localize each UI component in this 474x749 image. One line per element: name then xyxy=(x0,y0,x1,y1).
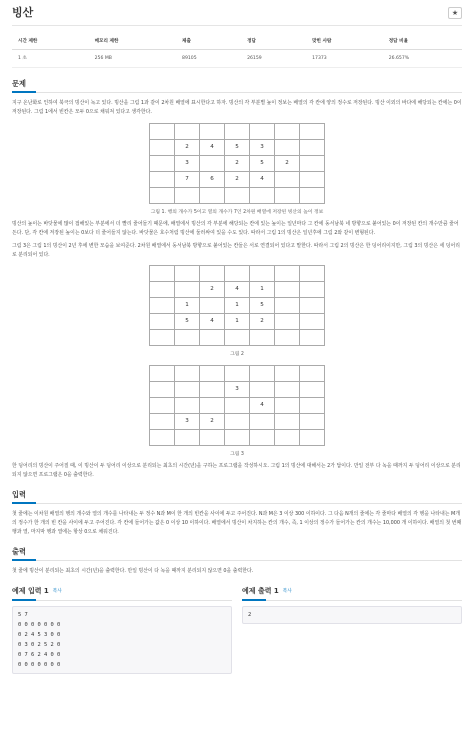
figure-1-caption: 그림 1. 행의 개수가 5이고 열의 개수가 7인 2차원 배열에 저장된 빙산의 높이 정보 xyxy=(150,209,324,215)
input-heading: 입력 xyxy=(12,489,462,503)
problem-heading: 문제 xyxy=(12,78,462,92)
info-value-cell: 26159 xyxy=(241,50,306,68)
grid-cell xyxy=(250,330,275,346)
grid-cell xyxy=(150,298,175,314)
grid-cell xyxy=(175,330,200,346)
figure-2 xyxy=(12,265,462,358)
grid-cell xyxy=(175,187,200,203)
grid-cell xyxy=(150,139,175,155)
grid-cell xyxy=(225,187,250,203)
grid-cell xyxy=(300,282,325,298)
sample-output-panel xyxy=(242,586,462,674)
grid-cell xyxy=(275,429,300,445)
grid-cell xyxy=(250,123,275,139)
grid-cell xyxy=(300,139,325,155)
grid-cell: 2 xyxy=(200,282,225,298)
grid-cell xyxy=(300,123,325,139)
grid-cell xyxy=(225,429,250,445)
grid-cell xyxy=(150,282,175,298)
grid-row xyxy=(150,187,325,203)
grid-cell: 3 xyxy=(175,413,200,429)
figure-1 xyxy=(12,123,462,216)
grid-cell xyxy=(225,266,250,282)
info-header-cell: 제출 xyxy=(176,34,241,50)
grid-cell xyxy=(275,365,300,381)
star-button[interactable]: ★ xyxy=(448,7,462,19)
grid-cell xyxy=(300,187,325,203)
info-value-cell: 89105 xyxy=(176,50,241,68)
info-header-cell: 시간 제한 xyxy=(12,34,89,50)
iceberg-grid-2 xyxy=(149,265,325,346)
grid-cell: 2 xyxy=(175,139,200,155)
info-header-cell: 정답 xyxy=(241,34,306,50)
grid-cell xyxy=(250,413,275,429)
grid-cell xyxy=(200,397,225,413)
output-heading: 출력 xyxy=(12,546,462,560)
grid-cell xyxy=(150,187,175,203)
info-header-cell: 메모리 제한 xyxy=(89,34,176,50)
samples-row xyxy=(12,586,462,674)
grid-cell xyxy=(150,365,175,381)
info-value-cell: 26.657% xyxy=(383,50,462,68)
grid-row xyxy=(150,298,325,314)
grid-cell xyxy=(275,381,300,397)
grid-row xyxy=(150,381,325,397)
grid-cell xyxy=(275,139,300,155)
grid-cell xyxy=(150,397,175,413)
grid-cell xyxy=(300,397,325,413)
copy-output-button[interactable]: 복사 xyxy=(282,588,292,594)
grid-cell xyxy=(275,187,300,203)
grid-cell xyxy=(225,123,250,139)
grid-cell xyxy=(300,155,325,171)
grid-cell: 2 xyxy=(275,155,300,171)
grid-cell xyxy=(200,266,225,282)
sample-input-title: 예제 입력 1 xyxy=(12,586,49,595)
sample-input-box[interactable]: 5 7 0 0 0 0 0 0 0 0 2 4 5 3 0 0 0 3 0 2 5 2 0 0 7 6 2 4 0 0 0 0 0 0 0 0 0 xyxy=(12,606,232,674)
grid-cell: 2 xyxy=(200,413,225,429)
grid-cell xyxy=(200,381,225,397)
grid-row xyxy=(150,155,325,171)
problem-paragraph-1: 지구 온난화로 인하여 북극의 빙산이 녹고 있다. 빙산을 그림 1과 같이 2차원 배열에 표시한다고 하자. 빙산의 각 부분별 높이 정보는 배열의 각 칸에 양의 정수로 저장된다. 빙산 이외의 바다에 해당되는 칸에는 0이 저장된다. 그림 1에서 빈칸은 모두 0으로 채워져 있다고 생각한다. xyxy=(12,100,462,115)
problem-paragraph-3: 그림 3은 그림 1의 빙산이 2년 후에 변한 모습을 보여준다. 2차원 배열에서 동서남북 방향으로 붙어있는 칸들은 서로 연결되어 있다고 말한다. 따라서 그림 2의 빙산은 한 덩어리이지만, 그림 3의 빙산은 세 덩어리로 분리되어 있다. xyxy=(12,243,460,258)
grid-cell xyxy=(300,330,325,346)
grid-row xyxy=(150,397,325,413)
grid-row xyxy=(150,171,325,187)
grid-cell xyxy=(275,282,300,298)
figure-2-caption: 그림 2 xyxy=(230,352,244,358)
grid-row xyxy=(150,314,325,330)
grid-cell xyxy=(150,123,175,139)
grid-row xyxy=(150,266,325,282)
grid-cell xyxy=(250,266,275,282)
grid-row xyxy=(150,139,325,155)
grid-cell xyxy=(275,266,300,282)
grid-cell xyxy=(200,123,225,139)
sample-input-panel xyxy=(12,586,232,674)
grid-cell xyxy=(275,397,300,413)
grid-row xyxy=(150,365,325,381)
info-header-row xyxy=(12,34,462,50)
grid-cell xyxy=(250,381,275,397)
info-header-cell: 맞힌 사람 xyxy=(306,34,383,50)
grid-cell: 4 xyxy=(250,171,275,187)
grid-cell: 3 xyxy=(250,139,275,155)
grid-row xyxy=(150,123,325,139)
title-bar xyxy=(12,0,462,26)
grid-cell: 1 xyxy=(225,314,250,330)
grid-cell xyxy=(200,330,225,346)
grid-cell xyxy=(175,381,200,397)
grid-cell: 2 xyxy=(225,155,250,171)
grid-cell xyxy=(300,314,325,330)
problem-paragraph-2: 빙산의 높이는 바닷물에 많이 접해있는 부분에서 더 빨리 줄어들기 때문에, 배열에서 빙산의 각 부분에 해당되는 칸에 있는 높이는 일년마다 그 칸에 동서남북 네 방향으로 붙어있는 0이 저장된 칸의 개수만큼 줄어든다. 단, 각 칸에 저장된 높이는 0보다 더 줄어들지 않는다. 바닷물은 호수처럼 빙산에 둘러싸여 있을 수도 있다. 따라서 그림 1의 빙산은 일년후에 그림 2와 같이 변형된다. xyxy=(12,220,459,236)
grid-cell xyxy=(300,413,325,429)
grid-cell: 4 xyxy=(200,139,225,155)
grid-cell: 2 xyxy=(225,171,250,187)
grid-cell: 4 xyxy=(225,282,250,298)
grid-cell: 7 xyxy=(175,171,200,187)
grid-cell: 3 xyxy=(175,155,200,171)
grid-cell xyxy=(150,381,175,397)
info-value-cell: 1 초 xyxy=(12,50,89,68)
grid-cell xyxy=(175,429,200,445)
grid-cell: 4 xyxy=(250,397,275,413)
grid-cell xyxy=(250,365,275,381)
grid-cell xyxy=(175,266,200,282)
grid-cell xyxy=(300,266,325,282)
grid-cell xyxy=(150,266,175,282)
grid-cell xyxy=(175,123,200,139)
info-header-cell: 정답 비율 xyxy=(383,34,462,50)
grid-cell xyxy=(150,413,175,429)
grid-cell: 1 xyxy=(175,298,200,314)
sample-output-box[interactable]: 2 xyxy=(242,606,462,624)
problem-info-table xyxy=(12,34,462,68)
grid-cell xyxy=(225,397,250,413)
grid-cell xyxy=(150,314,175,330)
grid-cell xyxy=(250,429,275,445)
grid-cell xyxy=(250,187,275,203)
output-description: 첫 줄에 빙산이 분리되는 최초의 시간(년)을 출력한다. 만일 빙산이 다 녹을 때까지 분리되지 않으면 0을 출력한다. xyxy=(12,568,254,575)
grid-cell: 5 xyxy=(225,139,250,155)
grid-cell xyxy=(300,365,325,381)
grid-cell xyxy=(300,171,325,187)
grid-cell xyxy=(300,381,325,397)
grid-cell: 1 xyxy=(225,298,250,314)
problem-paragraph-4: 한 덩어리의 빙산이 주어질 때, 이 빙산이 두 덩어리 이상으로 분리되는 최초의 시간(년)을 구하는 프로그램을 작성하시오. 그림 1의 빙산에 대해서는 2가 답이다. 만일 전부 다 녹을 때까지 두 덩어리 이상으로 분리되지 않으면 프로그램은 0을 출력한다. xyxy=(12,463,461,478)
grid-cell: 5 xyxy=(250,298,275,314)
grid-cell xyxy=(275,330,300,346)
grid-cell xyxy=(175,397,200,413)
input-description: 첫 줄에는 이차원 배열의 행의 개수와 열의 개수를 나타내는 두 정수 N과 M이 한 개의 빈칸을 사이에 두고 주어진다. N과 M은 3 이상 300 이하이다. 그 다음 N개의 줄에는 각 줄마다 배열의 각 행을 나타내는 M개의 정수가 한 개의 빈 칸을 사이에 두고 주어진다. 각 칸에 들어가는 값은 0 이상 10 이하이다. 배열에서 빙산이 차지하는 칸의 개수, 즉, 1 이상의 정수가 들어가는 칸의 개수는 10,000 개 이하이다. 배열의 첫 번째 행과 열, 마지막 행과 열에는 항상 0으로 채워진다. xyxy=(12,511,462,535)
grid-row xyxy=(150,282,325,298)
figure-3-caption: 그림 3 xyxy=(230,451,244,457)
grid-cell xyxy=(225,413,250,429)
grid-cell xyxy=(200,155,225,171)
grid-cell xyxy=(175,365,200,381)
grid-cell xyxy=(200,365,225,381)
grid-cell xyxy=(150,429,175,445)
grid-cell xyxy=(275,413,300,429)
grid-cell xyxy=(150,330,175,346)
grid-cell xyxy=(275,171,300,187)
grid-cell xyxy=(225,330,250,346)
grid-cell xyxy=(275,123,300,139)
page-title: 빙산 xyxy=(12,5,34,19)
grid-cell xyxy=(200,429,225,445)
figure-3 xyxy=(12,365,462,458)
grid-cell xyxy=(300,298,325,314)
iceberg-grid-3 xyxy=(149,365,325,446)
grid-cell: 4 xyxy=(200,314,225,330)
info-value-cell: 17373 xyxy=(306,50,383,68)
grid-cell xyxy=(200,298,225,314)
sample-output-title: 예제 출력 1 xyxy=(242,586,279,595)
info-value-row xyxy=(12,50,462,68)
grid-cell xyxy=(300,429,325,445)
grid-cell xyxy=(275,314,300,330)
grid-cell: 6 xyxy=(200,171,225,187)
info-value-cell: 256 MB xyxy=(89,50,176,68)
grid-cell xyxy=(150,155,175,171)
grid-cell xyxy=(225,365,250,381)
grid-cell: 5 xyxy=(175,314,200,330)
grid-cell xyxy=(150,171,175,187)
grid-cell: 5 xyxy=(250,155,275,171)
grid-row xyxy=(150,330,325,346)
grid-cell: 3 xyxy=(225,381,250,397)
copy-input-button[interactable]: 복사 xyxy=(52,588,62,594)
iceberg-grid-1 xyxy=(149,123,325,204)
grid-cell xyxy=(200,187,225,203)
grid-cell xyxy=(175,282,200,298)
grid-cell xyxy=(275,298,300,314)
grid-cell: 1 xyxy=(250,282,275,298)
grid-cell: 2 xyxy=(250,314,275,330)
grid-row xyxy=(150,429,325,445)
grid-row xyxy=(150,413,325,429)
